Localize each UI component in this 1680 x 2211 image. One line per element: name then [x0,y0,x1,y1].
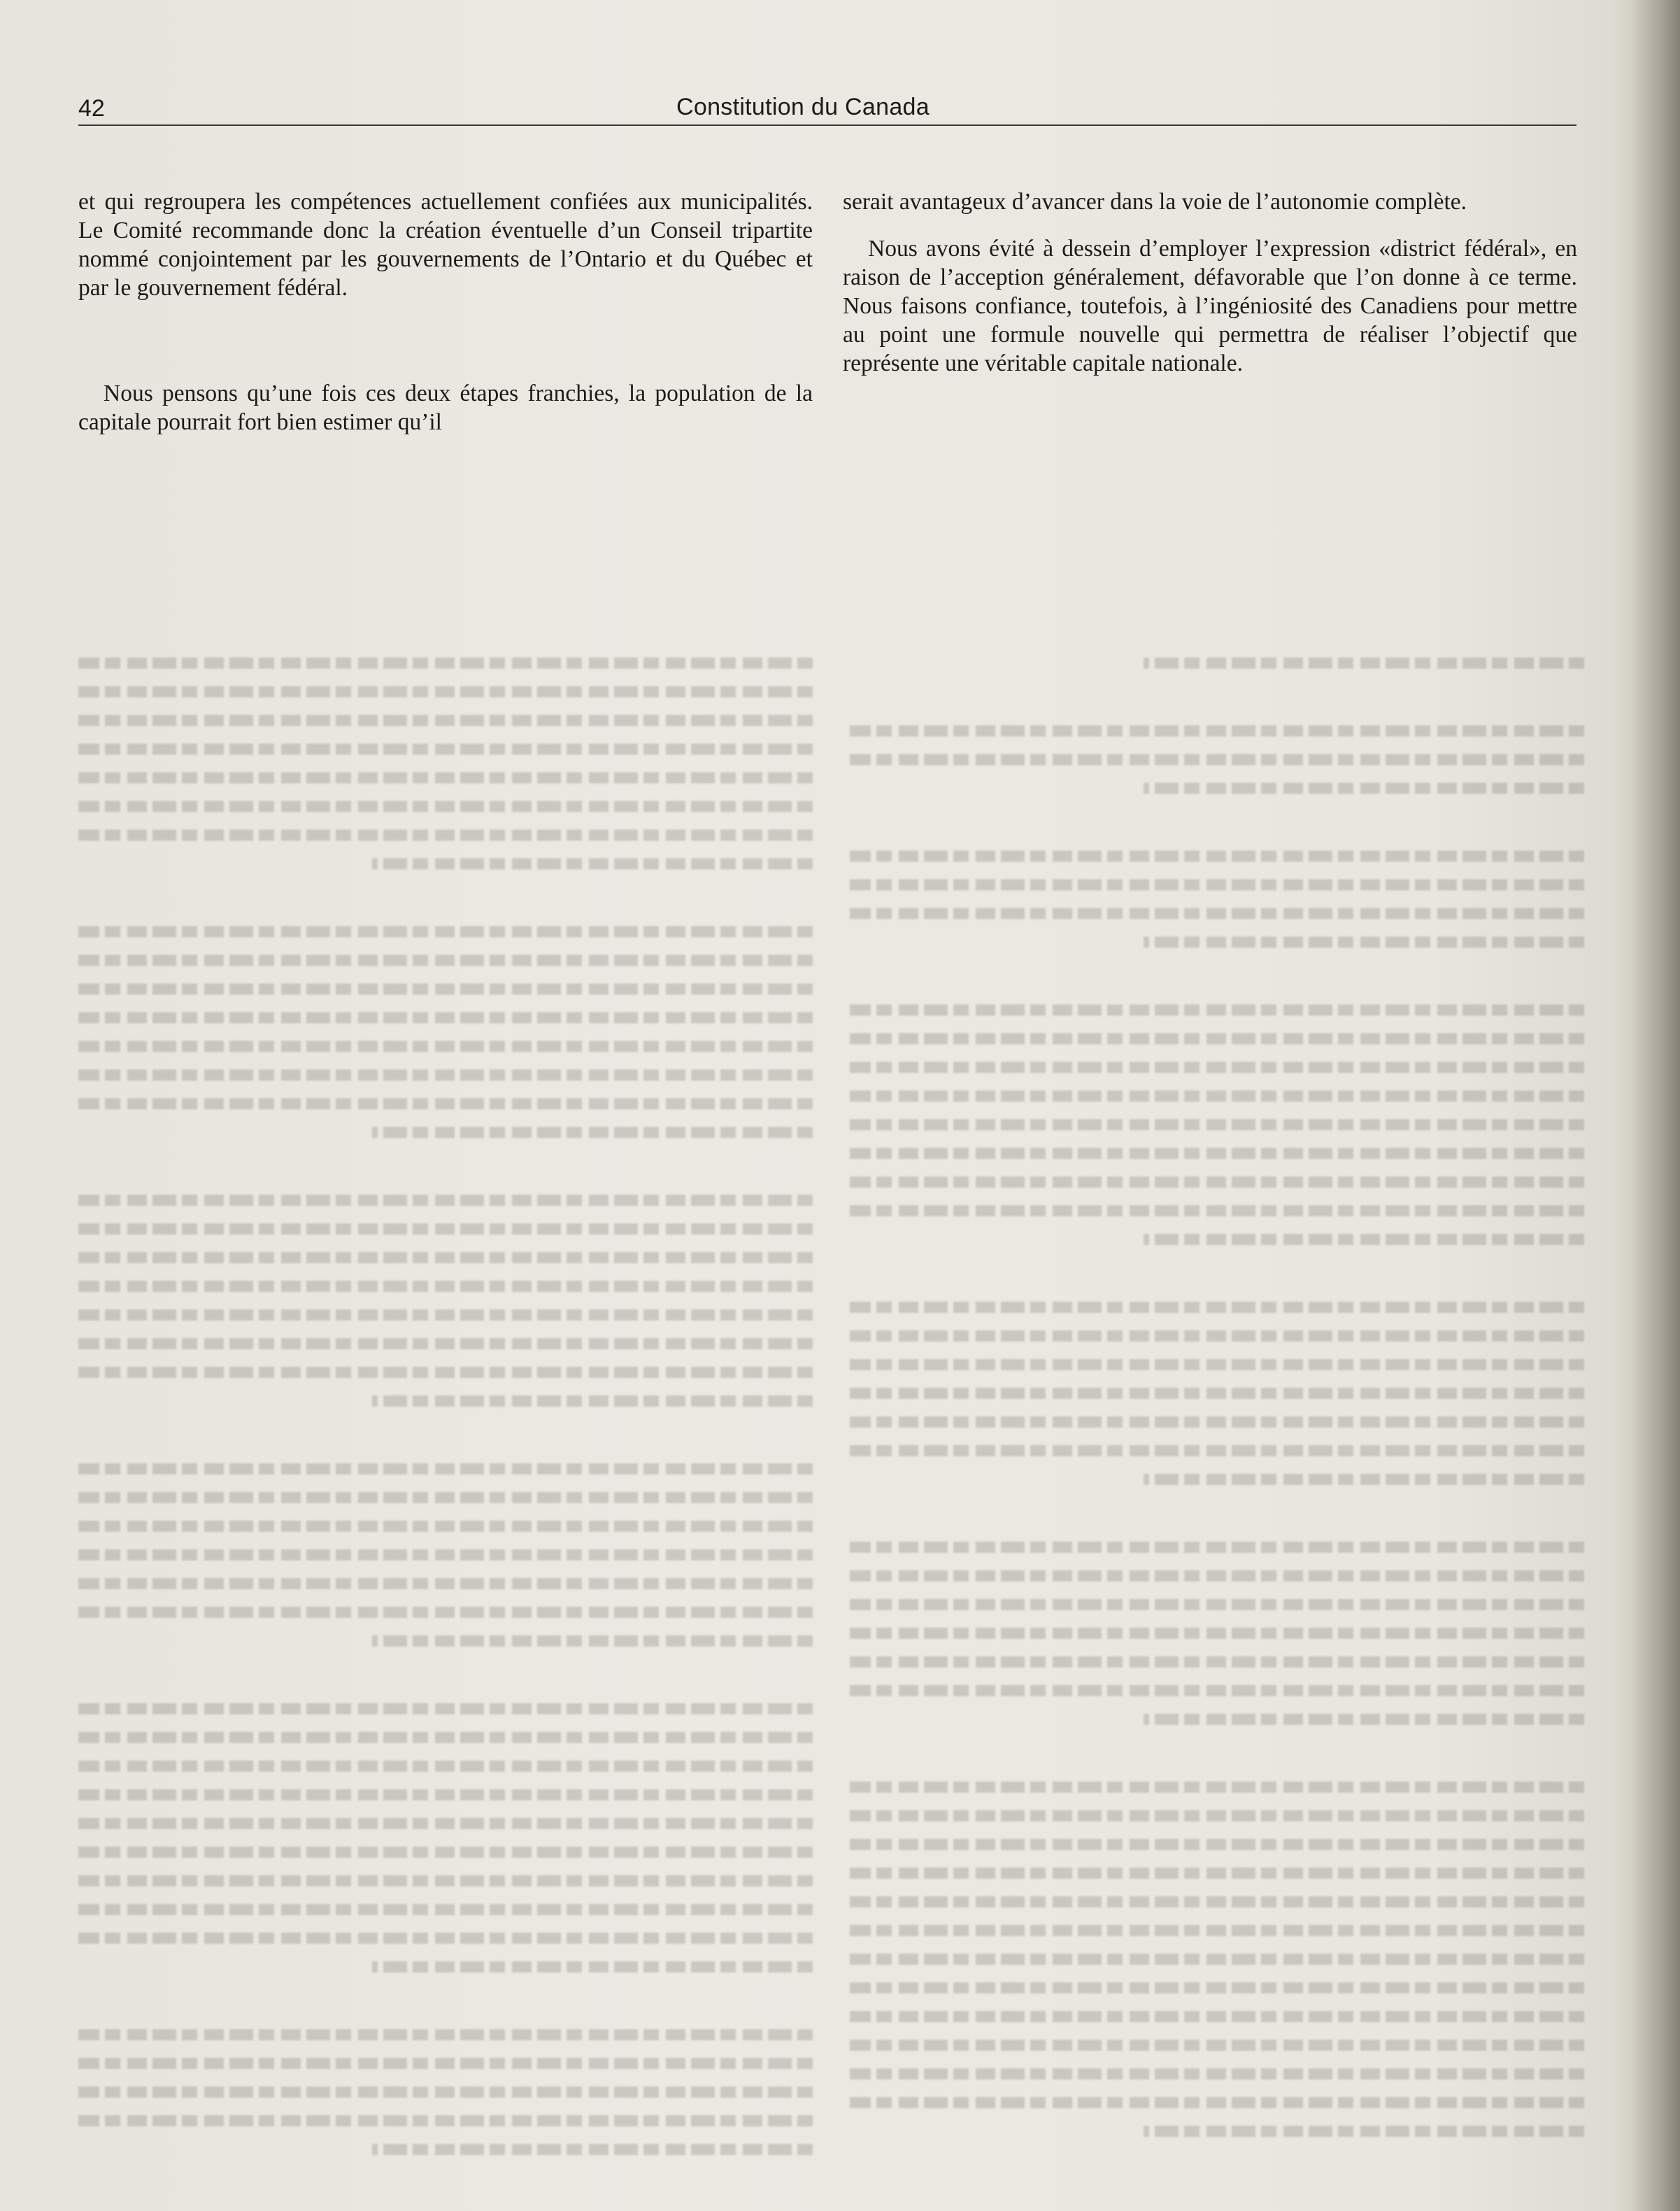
running-title: Constitution du Canada [676,94,930,120]
page-header [78,90,1576,126]
right-paragraph-2: Nous avons évité à dessein d’employer l’expression «district fédéral», en raison de l’acception généralement, défavorable que l’on donne à ce terme. Nous faisons confiance, toutefois, à l’ingéniosité des Canadiens pour mettre au point une formule nouvelle qui permettra de réaliser l’objectif que représente une véritable capitale nationale. [843,236,1577,376]
left-column [78,187,813,436]
book-spine-shadow [1631,0,1680,2211]
bleed-through-left [78,657,813,2161]
right-paragraph-1: serait avantageux d’avancer dans la voie de l’autonomie complète. [843,189,1467,215]
left-paragraph-1: et qui regroupera les compétences actuellement confiées aux municipalités. Le Comité recommande donc la création éventuelle d’un Conseil tripartite nommé conjointement par les gouvernements de l’Ontario et du Québec et par le gouvernement fédéral. [78,189,813,301]
page-number: 42 [78,95,105,122]
left-paragraph-2: Nous pensons qu’une fois ces deux étapes franchies, la population de la capitale pourrait fort bien estimer qu’il [78,381,813,435]
bleed-through-right [850,657,1584,2161]
right-column [843,187,1577,378]
